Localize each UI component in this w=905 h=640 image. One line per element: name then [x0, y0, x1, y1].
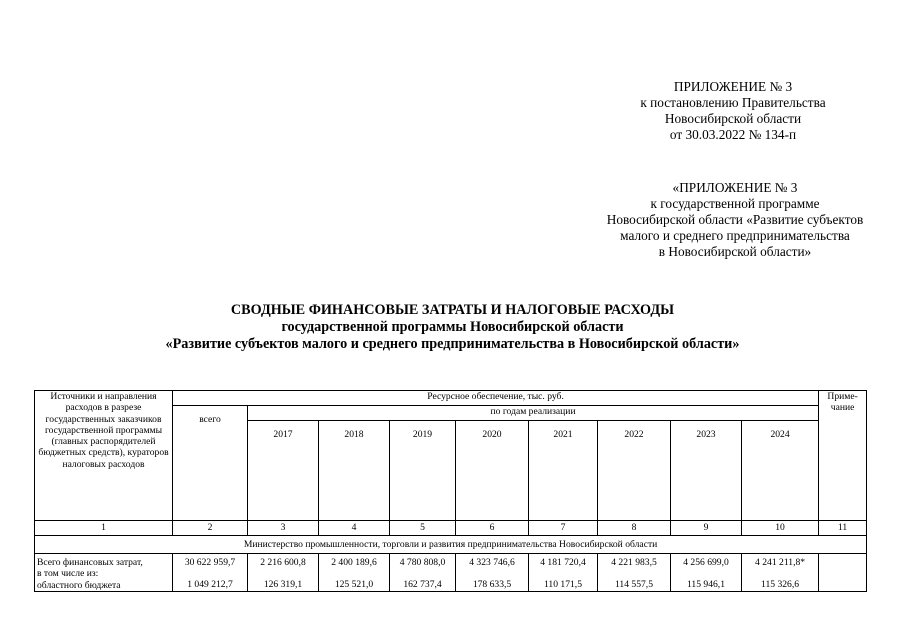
row-label-line: областного бюджета	[37, 579, 121, 591]
header-year: 2017	[248, 421, 319, 521]
column-number: 8	[598, 521, 671, 536]
header-year: 2023	[671, 421, 742, 521]
annex-line: к постановлению Правительства	[640, 95, 826, 110]
cell-value: 115 326,6	[761, 579, 800, 591]
header-year: 2024	[742, 421, 819, 521]
annex-line: в Новосибирской области»	[658, 244, 812, 259]
header-total: всего	[173, 406, 248, 521]
cell-value: 115 946,1	[686, 579, 726, 591]
header-note: Приме-чание	[819, 391, 867, 521]
year-cell	[671, 554, 742, 592]
header-year: 2019	[390, 421, 456, 521]
cell-value: 110 171,5	[543, 579, 583, 591]
ministry-row: Министерство промышленности, торговли и развития предпринимательства Новосибирской области	[35, 536, 867, 554]
header-year: 2021	[529, 421, 598, 521]
header-resources: Ресурсное обеспечение, тыс. руб.	[173, 391, 819, 406]
annex-program-reference	[570, 180, 900, 260]
year-cell	[529, 554, 598, 592]
column-number: 3	[248, 521, 319, 536]
document-title	[0, 302, 905, 353]
year-cell	[248, 554, 319, 592]
annex-line: Новосибирской области «Развитие субъектов	[606, 212, 864, 227]
cell-value: 114 557,5	[614, 579, 654, 591]
cell-value: 162 737,4	[403, 579, 442, 591]
cell-value: 4 181 720,4	[540, 557, 586, 568]
annex-line: «ПРИЛОЖЕНИЕ № 3	[672, 180, 798, 195]
column-number: 7	[529, 521, 598, 536]
cell-value: 4 221 983,5	[611, 557, 657, 568]
year-cell	[598, 554, 671, 592]
cell-value: 126 319,1	[263, 579, 303, 591]
year-cell	[390, 554, 456, 592]
year-cell	[456, 554, 529, 592]
cell-value: 30 622 959,7	[184, 557, 236, 568]
cell-value: 4 241 211,8*	[755, 557, 806, 568]
header-sources: Источники и направления расходов в разрезе государственных заказчиков государственной программы (главных распорядителей бюджетных средств), кураторов налоговых расходов	[35, 391, 173, 521]
note-cell	[819, 554, 867, 592]
column-number: 5	[390, 521, 456, 536]
year-cell	[742, 554, 819, 592]
column-number: 6	[456, 521, 529, 536]
column-number: 11	[819, 521, 867, 536]
cell-value: 1 049 212,7	[187, 579, 233, 591]
table-row	[35, 554, 867, 592]
column-number: 1	[35, 521, 173, 536]
title-line: «Развитие субъектов малого и среднего предпринимательства в Новосибирской области»	[165, 336, 740, 352]
column-number: 4	[319, 521, 390, 536]
header-year: 2022	[598, 421, 671, 521]
cell-value: 4 780 808,0	[399, 557, 446, 568]
cell-value: 125 521,0	[334, 579, 374, 591]
column-number: 9	[671, 521, 742, 536]
row-label	[35, 554, 173, 592]
cell-value: 178 633,5	[472, 579, 512, 591]
column-number: 2	[173, 521, 248, 536]
title-line: государственной программы Новосибирской области	[281, 319, 624, 335]
header-by-years: по годам реализации	[248, 406, 819, 421]
annex-line: от 30.03.2022 № 134-п	[669, 127, 797, 142]
annex-line: малого и среднего предпринимательства	[620, 228, 850, 243]
column-number: 10	[742, 521, 819, 536]
cell-value: 2 400 189,6	[331, 557, 377, 568]
financial-costs-table	[34, 390, 867, 592]
annex-line: Новосибирской области	[664, 111, 802, 126]
row-label-line: Всего финансовых затрат,	[37, 557, 143, 568]
title-line: СВОДНЫЕ ФИНАНСОВЫЕ ЗАТРАТЫ И НАЛОГОВЫЕ РАСХОДЫ	[230, 302, 675, 318]
annex-line: к государственной программе	[650, 196, 820, 211]
annex-line: ПРИЛОЖЕНИЕ № 3	[673, 79, 793, 94]
cell-value: 4 323 746,6	[469, 557, 515, 568]
year-cell	[319, 554, 390, 592]
annex-resolution-reference	[598, 79, 868, 143]
total-cell	[173, 554, 248, 592]
cell-value: 2 216 600,8	[260, 557, 306, 568]
header-year: 2018	[319, 421, 390, 521]
header-year: 2020	[456, 421, 529, 521]
row-label-line: в том числе из:	[37, 568, 99, 580]
cell-value: 4 256 699,0	[683, 557, 729, 568]
